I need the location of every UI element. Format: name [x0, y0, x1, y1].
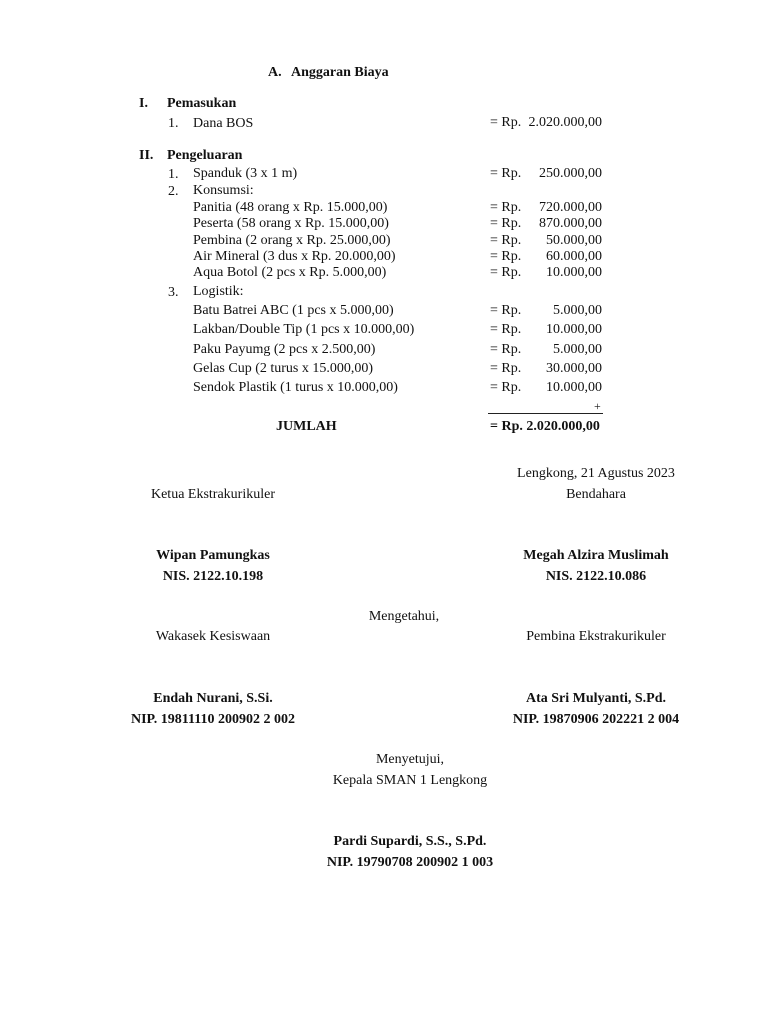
- income-heading: Pemasukan: [167, 96, 237, 111]
- wakasek-id: NIP. 19811110 200902 2 002: [130, 712, 295, 727]
- logistics-item-label: Lakban/Double Tip (1 pcs x 10.000,00): [193, 322, 415, 337]
- expense-heading: Pengeluaran: [167, 148, 243, 163]
- logistics-item-label: Batu Batrei ABC (1 pcs x 5.000,00): [193, 303, 394, 318]
- kepsek-id: NIP. 19790708 200902 1 003: [326, 855, 494, 870]
- bendahara-name: Megah Alzira Muslimah: [523, 548, 669, 563]
- ketua-role: Ketua Ekstrakurikuler: [150, 487, 275, 502]
- logistics-item-amount: 10.000,00: [546, 322, 602, 337]
- consumption-no: 2.: [168, 184, 179, 199]
- sum-plus-sign: +: [594, 399, 601, 413]
- logistics-item-eq: = Rp.: [490, 322, 522, 337]
- logistics-item-amount: 5.000,00: [553, 342, 602, 357]
- logistics-item-amount: 30.000,00: [546, 361, 602, 376]
- consumption-item-amount: 10.000,00: [546, 265, 602, 280]
- income-item-amount: 2.020.000,00: [528, 115, 602, 130]
- consumption-item-amount: 870.000,00: [539, 216, 602, 231]
- consumption-item-label: Aqua Botol (2 pcs x Rp. 5.000,00): [193, 265, 387, 280]
- pembina-role: Pembina Ekstrakurikuler: [526, 629, 666, 644]
- wakasek-name: Endah Nurani, S.Si.: [153, 691, 273, 706]
- expense-item-label: Spanduk (3 x 1 m): [193, 166, 298, 181]
- consumption-item-amount: 60.000,00: [546, 249, 602, 264]
- logistics-item-label: Gelas Cup (2 turus x 15.000,00): [193, 361, 374, 376]
- logistics-item-label: Sendok Plastik (1 turus x 10.000,00): [193, 380, 398, 395]
- menyetujui-label: Menyetujui,: [375, 752, 445, 767]
- pembina-id: NIP. 19870906 202221 2 004: [512, 712, 680, 727]
- logistics-heading: Logistik:: [193, 284, 244, 299]
- wakasek-role: Wakasek Kesiswaan: [155, 629, 271, 644]
- logistics-item-amount: 5.000,00: [553, 303, 602, 318]
- logistics-item-eq: = Rp.: [490, 361, 522, 376]
- logistics-item-label: Paku Payumg (2 pcs x 2.500,00): [193, 342, 376, 357]
- mengetahui-label: Mengetahui,: [368, 609, 440, 624]
- kepsek-name: Pardi Supardi, S.S., S.Pd.: [333, 834, 487, 849]
- consumption-item-eq: = Rp.: [490, 200, 522, 215]
- consumption-heading: Konsumsi:: [193, 183, 254, 198]
- bendahara-id: NIS. 2122.10.086: [545, 569, 647, 584]
- consumption-item-eq: = Rp.: [490, 216, 522, 231]
- consumption-item-label: Pembina (2 orang x Rp. 25.000,00): [193, 233, 391, 248]
- consumption-item-eq: = Rp.: [490, 249, 522, 264]
- consumption-item-eq: = Rp.: [490, 233, 522, 248]
- sum-divider-line: [488, 413, 603, 414]
- total-label: JUMLAH: [276, 419, 337, 434]
- section-letter: A.: [268, 65, 282, 80]
- income-item-label: Dana BOS: [193, 116, 254, 131]
- income-item-eq: = Rp.: [490, 115, 522, 130]
- kepsek-role: Kepala SMAN 1 Lengkong: [332, 773, 488, 788]
- logistics-item-eq: = Rp.: [490, 303, 522, 318]
- ketua-name: Wipan Pamungkas: [156, 548, 270, 563]
- expense-item-eq: = Rp.: [490, 166, 522, 181]
- consumption-item-label: Air Mineral (3 dus x Rp. 20.000,00): [193, 249, 396, 264]
- section-title: Anggaran Biaya: [291, 65, 389, 80]
- consumption-item-amount: 720.000,00: [539, 200, 602, 215]
- expense-item-no: 1.: [168, 167, 179, 182]
- logistics-item-eq: = Rp.: [490, 342, 522, 357]
- expense-roman: II.: [139, 148, 154, 163]
- logistics-item-amount: 10.000,00: [546, 380, 602, 395]
- consumption-item-label: Peserta (58 orang x Rp. 15.000,00): [193, 216, 389, 231]
- logistics-item-eq: = Rp.: [490, 380, 522, 395]
- logistics-no: 3.: [168, 285, 179, 300]
- total-value: = Rp. 2.020.000,00: [490, 419, 600, 434]
- consumption-item-label: Panitia (48 orang x Rp. 15.000,00): [193, 200, 388, 215]
- income-roman: I.: [139, 96, 148, 111]
- bendahara-role: Bendahara: [566, 487, 626, 502]
- consumption-item-amount: 50.000,00: [546, 233, 602, 248]
- pembina-name: Ata Sri Mulyanti, S.Pd.: [525, 691, 666, 706]
- place-date: Lengkong, 21 Agustus 2023: [517, 466, 675, 481]
- consumption-item-eq: = Rp.: [490, 265, 522, 280]
- ketua-id: NIS. 2122.10.198: [162, 569, 264, 584]
- expense-item-amount: 250.000,00: [539, 166, 602, 181]
- income-item-no: 1.: [168, 116, 179, 131]
